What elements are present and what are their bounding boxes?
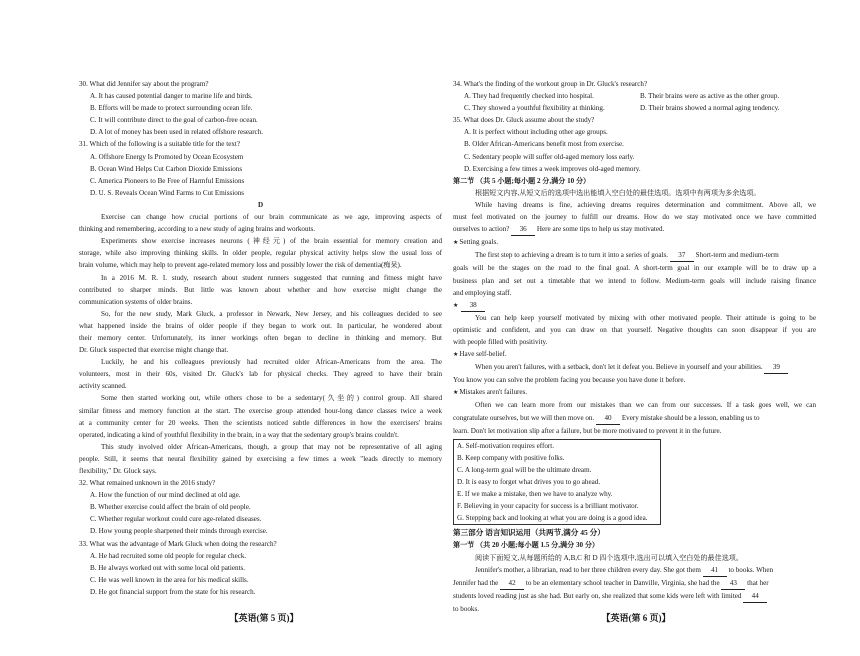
passage-d-p4-line1: So, for the new study, Mark Gluck, a professor in Newark, New Jersey, and his colleagues decided to see: [101, 309, 442, 318]
q33-option-b: B. He always worked out with some local old patients.: [90, 563, 246, 572]
cloze-p1-line1: While having dreams is fine, achieving dreams requires determination and commitment. Above all, we: [475, 200, 816, 209]
section-2-title: 第二节 （共 5 小题;每小题 2 分,满分 10 分）: [453, 176, 591, 185]
cloze-passage-line1-text: Jennifer's mother, a librarian, read to her three children every day. She got them: [475, 565, 701, 574]
passage-d-p6-line1: Some then started working out, while others chose to be a sedentary(久坐的) control group. All shared: [101, 394, 442, 403]
cloze-p4-line1: [453, 361, 816, 374]
cloze-passage-line3: [453, 590, 816, 603]
q34-options-row-2: [453, 102, 816, 114]
q35-option-d: D. Exercising a few times a week improves old-aged memory.: [464, 164, 641, 173]
question-30-stem: 30. What did Jennifer say about the program?: [79, 80, 209, 88]
section-d-heading: D: [257, 200, 264, 209]
blank-43: 43: [721, 577, 745, 590]
q31-option-a: A. Offshore Energy Is Promoted by Ocean Ecosystem: [90, 152, 244, 161]
question-35-stem: 35. What does Dr. Gluck assume about the study?: [453, 116, 595, 125]
cloze-p2-line1-text: The first step to achieving a dream is to turn it into a series of goals.: [475, 251, 669, 260]
q33-option-d: D. He got financial support from the state for his research.: [90, 587, 256, 596]
option-d: D. It is easy to forget what drives you to go ahead.: [457, 478, 601, 486]
section-1-title: 第一节 （共 20 小题;每小题 1.5 分,满分 30 分）: [453, 541, 600, 550]
option-e: E. If we make a mistake, then we have to analyze why.: [457, 490, 613, 499]
cloze-p5-line3: learn. Don't let motivation slip after a failure, but be more motivated to prevent it in the future.: [453, 426, 722, 435]
page-footer-right: 【英语(第 6 页)】: [601, 613, 671, 623]
cloze-p2-line1-tail: Short-term and medium-term: [695, 251, 779, 260]
cloze-p2-line1: [453, 249, 816, 262]
cloze-p3-line1: You can help keep yourself motivated by mixing with other motivated people. Their attitude is going to be: [475, 313, 816, 322]
right-column: [453, 78, 816, 615]
q33-option-a: A. He had recruited some old people for regular check.: [90, 551, 247, 560]
q32-option-b: B. Whether exercise could affect the brain of old people.: [90, 503, 251, 512]
cloze-p5-line2-tail: Every mistake should be a lesson, enabling us to: [621, 413, 760, 422]
passage-d-p2-line2: storage, while also improving thinking skills. In older people, regular physical activity helps slow the usual loss of: [79, 249, 442, 258]
q35-option-a: A. It is perfect without including other age groups.: [464, 128, 608, 137]
heading-mistakes: ★ Mistakes aren't failures.: [453, 386, 816, 399]
q34-option-b: B. Their brains were as active as the other group.: [640, 92, 780, 101]
q31-option-c: C. America Pioneers to Be Free of Harmful Emissions: [90, 176, 245, 185]
passage-d-p3-line2: contributed to sharper minds. But little was known about whether and how exercise might change the: [79, 285, 442, 294]
blank-41: 41: [703, 564, 727, 577]
passage-d-p2-line1: Experiments show exercise increases neurons (神经元) of the brain essential for memory creation and: [101, 237, 442, 246]
blank-39: 39: [764, 361, 788, 374]
passage-d-p5-line3: activity scanned.: [79, 382, 127, 391]
cloze-passage-line2-text: Jennifer had the: [453, 578, 499, 587]
q34-options-row-1: [453, 90, 816, 102]
options-box: [453, 439, 661, 526]
option-f: F. Believing in your capacity for success is a brilliant motivator.: [457, 502, 639, 511]
blank-37: 37: [670, 249, 694, 262]
q32-option-c: C. Whether regular workout could cure age-related diseases.: [90, 515, 262, 524]
blank-36: 36: [511, 223, 535, 236]
passage-d-p4-line4: Dr. Gluck suspected that exercise might change that.: [79, 346, 229, 355]
q34-option-d: D. Their brains showed a normal aging tendency.: [640, 104, 780, 113]
part-3-title: 第三部分 语言知识运用（共两节,满分 45 分）: [453, 528, 605, 538]
cloze-passage-line1: [453, 564, 816, 577]
q34-option-c: C. They showed a youthful flexibility at thinking.: [464, 104, 605, 113]
passage-d-p3-line1: In a 2016 M. R. I. study, research about student runners suggested that running and fitness might have: [101, 273, 442, 282]
cloze-p3-line2: optimistic and confident, and you can draw on that yourself. Negative thoughts can soon disappear if you are: [453, 325, 816, 334]
heading-setting-goals: ★ Setting goals.: [453, 236, 816, 249]
blank-42: 42: [500, 577, 524, 590]
q35-option-c: C. Sedentary people will suffer old-aged memory loss early.: [464, 152, 635, 161]
passage-d-p7-line3: flexibility," Dr. Gluck says.: [79, 467, 157, 475]
cloze-p4-line1-text: When you aren't failures, with a setback, don't let it defeat you. Believe in yourself and your abilities.: [475, 363, 763, 372]
cloze-p1-line3: [453, 223, 816, 236]
cloze-passage-line2-tail: that her: [747, 578, 769, 587]
option-a: A. Self-motivation requires effort.: [457, 441, 554, 450]
heading-self-belief: ★ Have self-belief.: [453, 348, 816, 361]
q35-option-b: B. Older African-Americans benefit most from exercise.: [464, 140, 624, 149]
q34-option-a: A. They had frequently checked into hospital.: [464, 92, 594, 101]
passage-d-p1-line1: Exercise can change how crucial portions of our brain communicate as we age, improving aspects of: [101, 213, 442, 222]
left-column: [79, 78, 442, 598]
blank-40: 40: [596, 412, 620, 425]
q32-option-d: D. How young people sharpened their minds through exercise.: [90, 527, 268, 536]
passage-d-p4-line3: their memory center. Unfortunately, its inner workings often began to decline in thinking and memory. But: [79, 333, 442, 342]
cloze-p5-line2-text: congratulate ourselves, but we will then move on.: [453, 413, 595, 422]
passage-d-p5-line2: volunteers, most in their 60s, visited Dr. Gluck's lab for physical checks. They agreed to have their brain: [79, 370, 442, 379]
cloze-passage-line4: to books.: [453, 604, 480, 613]
option-b: B. Keep company with positive folks.: [457, 453, 565, 462]
q31-option-b: B. Ocean Wind Helps Cut Carbon Dioxide Emissions: [90, 164, 243, 173]
passage-d-p4-line2: what happened inside the brains of older people if they began to work out. In particular, he wondered about: [79, 321, 442, 330]
q32-option-a: A. How the function of our mind declined at old age.: [90, 491, 241, 500]
cloze-passage-line2-mid: to be an elementary school teacher in Danville, Virginia, she had the: [525, 578, 720, 587]
passage-d-p6-line3: at a community center for 20 weeks. Then the scientists noticed subtle differences in how the exercisers' brains: [79, 418, 442, 427]
cloze-p2-line2: goals will be the stages on the road to the final goal. A short-term goal in our example will be to draw up a: [453, 264, 816, 273]
blank-44: 44: [743, 590, 767, 603]
cloze-passage-line2: [453, 577, 816, 590]
question-34-stem: 34. What's the finding of the workout group in Dr. Gluck's research?: [453, 80, 648, 88]
passage-d-p7-line2: people. Still, it seems that neural flexibility gained by exercising a few times a week "leads directly to memory: [79, 454, 442, 463]
q31-option-d: D. U. S. Reveals Ocean Wind Farms to Cut Emissions: [90, 188, 245, 197]
option-g: G. Stepping back and looking at what you are doing is a good idea.: [457, 514, 648, 523]
section-1-instructions: 阅读下面短文,从每题所给的 A,B,C 和 D 四个选项中,选出可以填入空白处的最佳选项。: [475, 553, 743, 562]
passage-d-p3-line3: communication systems of older brains.: [79, 297, 193, 306]
cloze-p1-line3-tail: Here are some tips to help us stay motivated.: [536, 225, 665, 234]
option-c: C. A long-term goal will be the ultimate dream.: [457, 465, 592, 474]
cloze-passage-line1-tail: to books. When: [728, 565, 774, 574]
question-33-stem: 33. What was the advantage of Mark Gluck when doing the research?: [79, 539, 277, 548]
cloze-p5-line1: Often we can learn more from our mistakes than we can from our successes. If a task goes well, we can: [475, 401, 816, 410]
q33-option-c: C. He was well known in the area for his medical skills.: [90, 575, 249, 584]
q30-option-b: B. Efforts will be made to protect surrounding ocean life.: [90, 104, 253, 113]
passage-d-p6-line2: similar fitness and memory function at the start. The exercise group attended hour-long dance classes twice a week: [79, 406, 442, 415]
passage-d-p6-line4: operated, indicating a kind of youthful flexibility in the brain, in a way that the sedentary group's brains couldn't.: [79, 430, 399, 439]
cloze-p2-line4: and employing staff.: [453, 288, 512, 297]
passage-d-p7-line1: This study involved older African-Americans, though, a group that may not be representative of all aging: [101, 442, 442, 451]
q30-option-c: C. It will contribute direct to the goal of carbon-free ocean.: [90, 116, 258, 125]
cloze-p1-line3-text: ourselves to action?: [453, 225, 510, 234]
cloze-p1-line2: must feel motivated on the journey to fulfill our dreams. How do we stay motivated once we have committed: [453, 213, 816, 222]
q30-option-d: D. A lot of money has been used in related offshore research.: [90, 128, 264, 137]
section-2-instructions: 根据短文内容,从短文后的选项中选出能填入空白处的最佳选项。选项中有两项为多余选项。: [475, 188, 761, 197]
heading-blank-38: [453, 299, 816, 312]
q30-option-a: A. It has caused potential danger to marine life and birds.: [90, 92, 253, 101]
blank-38: 38: [461, 299, 485, 312]
passage-d-p5-line1: Luckily, he and his colleagues previously had recruited older African-Americans from the area. The: [101, 358, 442, 367]
cloze-p5-line2: [453, 412, 816, 425]
question-32-stem: 32. What remained unknown in the 2016 study?: [79, 479, 216, 488]
question-31-stem: 31. Which of the following is a suitable title for the text?: [79, 140, 241, 149]
cloze-p2-line3: business plan and set out a timetable that we intend to follow. Medium-term goals will include raising finance: [453, 276, 816, 285]
passage-d-p1-line2: thinking and remembering, according to a new study of aging brains and workouts.: [79, 225, 316, 234]
cloze-p3-line3: with people filled with positivity.: [453, 337, 548, 346]
cloze-p4-line2: You know you can solve the problem facing you because you have done it before.: [453, 376, 686, 385]
cloze-passage-line3-text: students loved reading just as she had. But early on, she realized that some kids were left with limited: [453, 591, 742, 600]
page-footer-left: 【英语(第 5 页)】: [229, 613, 299, 623]
passage-d-p2-line3: brain volume, which may help to prevent age-related memory loss and possibly lower the risk of dementia(痴呆).: [79, 261, 402, 270]
